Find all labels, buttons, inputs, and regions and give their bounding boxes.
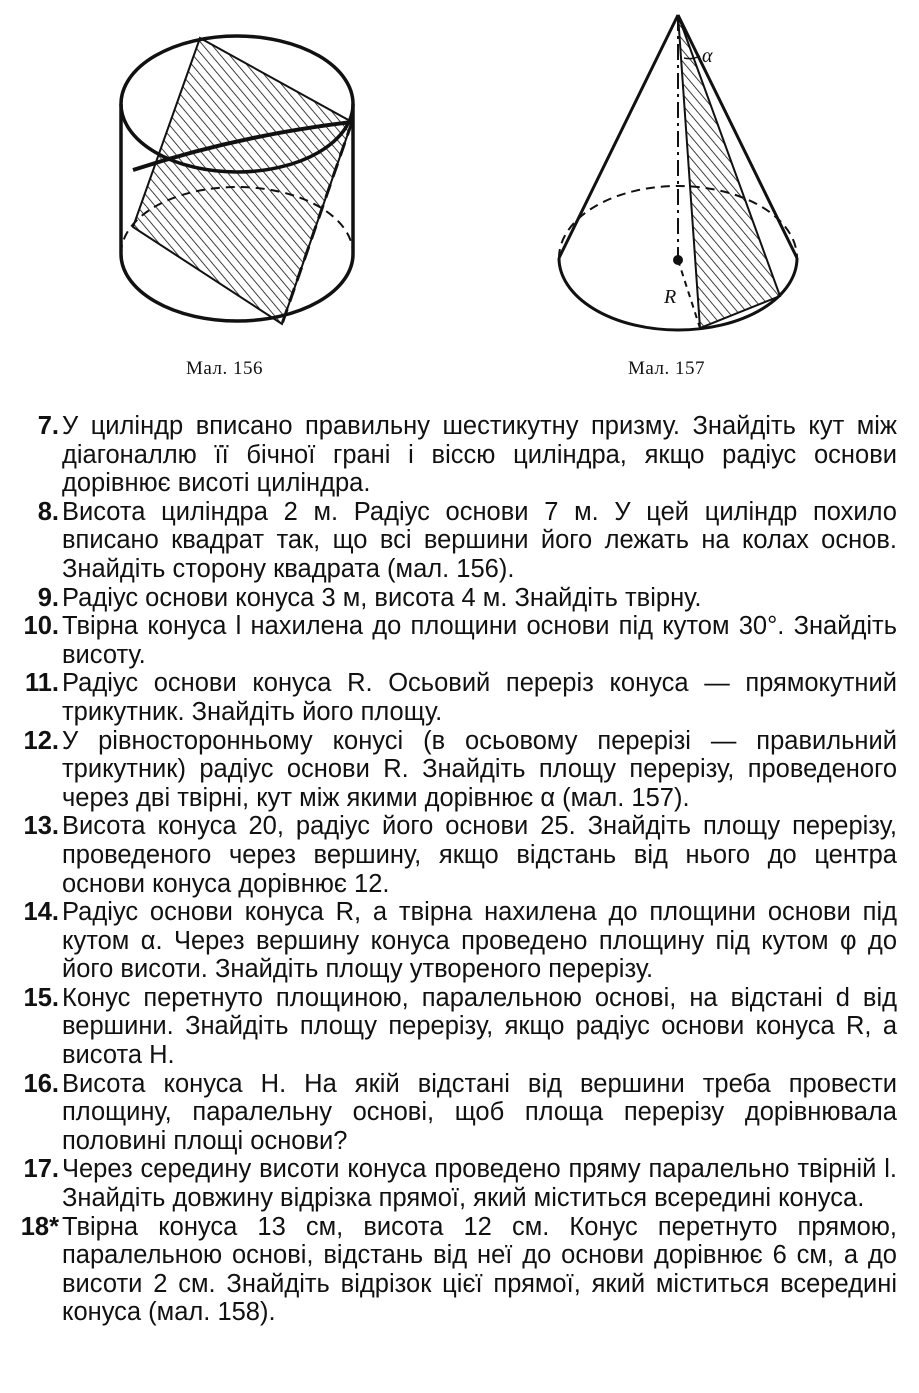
problem-item	[0, 1070, 919, 1156]
cone-section-triangle	[678, 15, 780, 328]
problem-number: 18*	[20, 1212, 59, 1241]
problem-text: Через середину висоти конуса проведено пряму паралельно твірній l. Знайдіть довжину відрізка прямої, який міститься всередині конуса.	[62, 1155, 897, 1213]
problem-number: 15.	[23, 983, 59, 1012]
angle-label: α	[702, 45, 713, 67]
problem-text: Висота циліндра 2 м. Радіус основи 7 м. У цей циліндр похило вписано квадрат так, що всі вершини його лежать на колах основ. Знайдіть сторону квадрата (мал. 156).	[62, 497, 897, 583]
problem-item	[0, 412, 919, 498]
problem-number: 12.	[23, 726, 59, 755]
problem-item	[0, 612, 919, 669]
problem-item	[0, 498, 919, 584]
figure-caption-157: Мал. 157	[628, 358, 705, 379]
problem-item	[0, 812, 919, 898]
problem-text: Твірна конуса l нахилена до площини основи під кутом 30°. Знайдіть висоту.	[62, 612, 897, 669]
problem-number: 16.	[23, 1069, 59, 1098]
problem-text: Висота конуса H. На якій відстані від вершини треба провести площину, паралельну основі, щоб площа перерізу дорівнювала половині площі основи?	[62, 1069, 897, 1155]
problem-item	[0, 984, 919, 1070]
problem-text: Радіус основи конуса R. Осьовий переріз конуса — прямокутний трикутник. Знайдіть його площу.	[62, 669, 897, 726]
figures-illustration	[0, 0, 919, 400]
problem-text: Конус перетнуто площиною, паралельною основі, на відстані d від вершини. Знайдіть площу перерізу, якщо радіус основи конуса R, а висота H.	[62, 983, 897, 1070]
problem-number: 9.	[37, 583, 59, 612]
cone-left-generatrix	[559, 15, 678, 258]
radius-label: R	[664, 286, 677, 308]
problem-text: Висота конуса 20, радіус його основи 25. Знайдіть площу перерізу, проведеного через вершину, якщо відстань від нього до центра основи конуса дорівнює 12.	[62, 812, 897, 898]
problem-number: 14.	[23, 898, 59, 927]
problem-item	[0, 1155, 919, 1212]
problem-list	[0, 412, 919, 1327]
problem-number: 13.	[23, 812, 59, 841]
figure-caption-156: Мал. 156	[186, 358, 263, 379]
problem-item	[0, 584, 919, 613]
problem-item	[0, 669, 919, 726]
problem-text: У рівносторонньому конусі (в осьовому перерізі — правильний трикутник) радіус основи R. Знайдіть площу перерізу, проведеного через дві твірні, кут між якими дорівнює α (мал. 157).	[62, 726, 897, 812]
cylinder-figure	[121, 36, 353, 324]
problem-text: Радіус основи конуса 3 м, висота 4 м. Знайдіть твірну.	[62, 583, 702, 612]
problem-number: 10.	[23, 612, 59, 641]
problem-text: Радіус основи конуса R, а твірна нахилена до площини основи під кутом α. Через вершину конуса проведено площину під кутом φ до його висоти. Знайдіть площу утвореного перерізу.	[62, 898, 897, 984]
problem-item	[0, 727, 919, 813]
problem-item	[0, 1213, 919, 1327]
problem-number: 8.	[37, 497, 59, 526]
problem-text: Твірна конуса 13 см, висота 12 см. Конус перетнуто прямою, паралельною основі, відстань від неї до основи дорівнює 6 см, а до висоти 2 см. Знайдіть відрізок цієї прямої, який міститься всередині конуса (мал. 158).	[62, 1212, 897, 1327]
problem-text: У циліндр вписано правильну шестикутну призму. Знайдіть кут між діагоналлю її бічної грані і віссю циліндра, якщо радіус основи дорівнює висоті циліндра.	[62, 412, 897, 498]
problem-number: 11.	[24, 669, 59, 698]
problem-item	[0, 898, 919, 984]
problem-number: 7.	[37, 412, 59, 440]
inscribed-square-section	[133, 38, 352, 324]
problem-number: 17.	[23, 1155, 59, 1184]
cone-figure	[559, 15, 797, 330]
